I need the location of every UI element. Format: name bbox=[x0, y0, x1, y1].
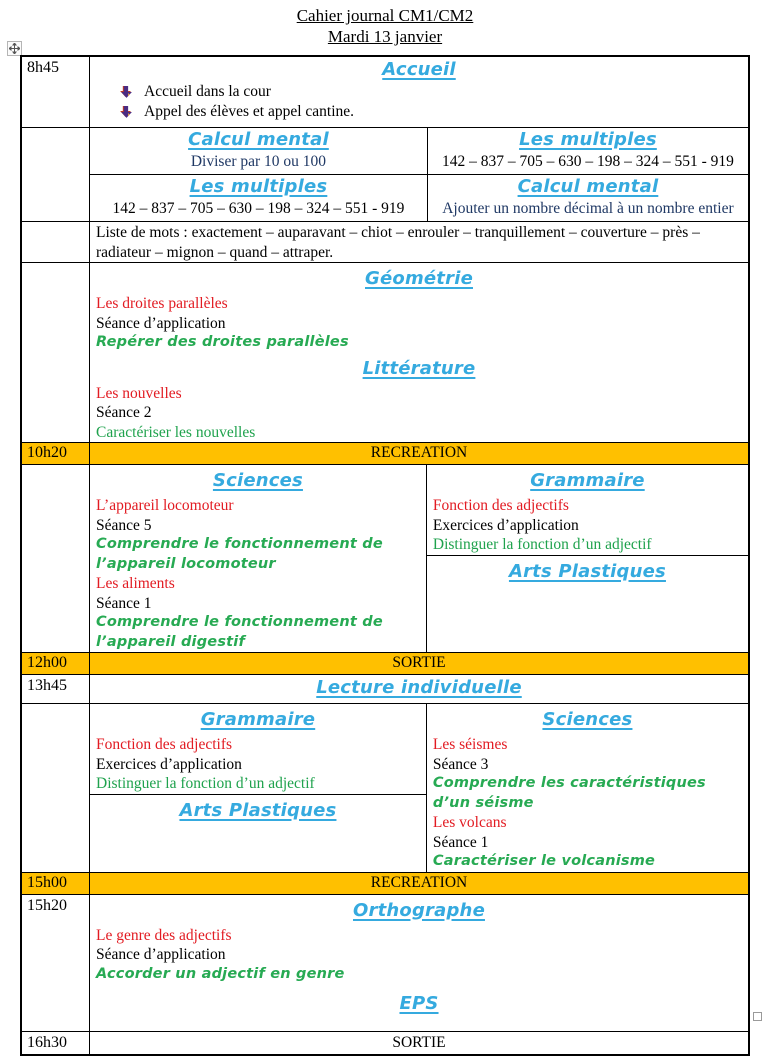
row-recreation-2 bbox=[22, 872, 748, 894]
sciences-cell bbox=[90, 465, 427, 652]
grammaire-objective: Distinguer la fonction d’un adjectif bbox=[432, 536, 652, 553]
row-grammaire-sciences bbox=[22, 703, 748, 872]
litterature-seance: Séance 2 bbox=[96, 404, 152, 421]
sciences-topic-2: Les aliments bbox=[96, 575, 175, 592]
accueil-heading: Accueil bbox=[382, 59, 456, 80]
litterature-objective: Caractériser les nouvelles bbox=[96, 423, 256, 441]
sciences-heading-2: Sciences bbox=[542, 709, 633, 730]
list-item bbox=[90, 102, 748, 122]
warmup-heading: Calcul mental bbox=[188, 129, 329, 150]
sciences2-seance-2: Séance 1 bbox=[432, 833, 489, 851]
row-sortie-final bbox=[22, 1031, 748, 1054]
row-liste-mots bbox=[22, 221, 748, 262]
time-empty bbox=[22, 704, 90, 872]
time-12h00: 12h00 bbox=[22, 653, 90, 674]
arts-plastiques-heading-2: Arts Plastiques bbox=[179, 799, 337, 821]
warmup-heading: Les multiples bbox=[519, 129, 657, 150]
sciences-objective-1: Comprendre le fonctionnement de l’appareil locomoteur bbox=[96, 536, 383, 572]
journal-title: Cahier journal CM1/CM2 bbox=[296, 6, 474, 25]
schedule-table bbox=[20, 55, 750, 1056]
geometrie-objective: Repérer des droites parallèles bbox=[96, 334, 349, 350]
sortie-band: SORTIE bbox=[90, 653, 748, 674]
orthographe-eps-cell bbox=[90, 895, 748, 1031]
warmup-grid bbox=[90, 128, 748, 221]
time-15h20: 15h20 bbox=[22, 895, 90, 1031]
grammaire-seance-2: Exercices d’application bbox=[96, 755, 242, 773]
geometrie-litterature-cell bbox=[90, 263, 748, 442]
grammaire-seance: Exercices d’application bbox=[432, 516, 579, 534]
grammaire-objective-2: Distinguer la fonction d’un adjectif bbox=[96, 775, 315, 792]
time-16h30: 16h30 bbox=[22, 1032, 90, 1054]
recreation-band-2: RECREATION bbox=[90, 873, 748, 894]
sciences-topic-1: L’appareil locomoteur bbox=[96, 497, 234, 514]
warmup-body: Ajouter un nombre décimal à un nombre entier bbox=[442, 200, 734, 217]
arts-plastiques-cell bbox=[427, 555, 748, 653]
time-empty bbox=[22, 222, 90, 262]
litterature-topic: Les nouvelles bbox=[96, 384, 182, 402]
lecture-heading: Lecture individuelle bbox=[316, 677, 522, 698]
sciences-heading: Sciences bbox=[212, 470, 303, 491]
time-empty bbox=[22, 128, 90, 221]
sciences-cell-2 bbox=[427, 704, 748, 872]
orthographe-heading: Orthographe bbox=[353, 899, 485, 921]
table-resize-handle[interactable] bbox=[753, 1012, 762, 1021]
liste-mots-text: Liste de mots : exactement – auparavant – chiot – enrouler – tranquillement – couverture – près – radiateur – mignon – quand – attraper. bbox=[96, 224, 700, 261]
grammaire-heading-2: Grammaire bbox=[200, 709, 316, 730]
row-geometrie-litterature bbox=[22, 262, 748, 442]
sciences-seance-1: Séance 5 bbox=[96, 516, 152, 534]
time-10h20: 10h20 bbox=[22, 443, 90, 464]
warmup-heading: Les multiples bbox=[189, 176, 328, 197]
accueil-cell bbox=[90, 57, 748, 127]
grammaire-heading: Grammaire bbox=[530, 470, 645, 491]
list-item bbox=[90, 82, 748, 102]
sciences2-seance-1: Séance 3 bbox=[432, 755, 489, 773]
time-15h00: 15h00 bbox=[22, 873, 90, 894]
sciences2-topic-1: Les séismes bbox=[432, 736, 508, 753]
sciences2-objective-2: Caractériser le volcanisme bbox=[432, 853, 656, 869]
arts-plastiques-heading: Arts Plastiques bbox=[508, 560, 666, 582]
page-title bbox=[0, 5, 770, 47]
orthographe-seance: Séance d’application bbox=[96, 946, 226, 963]
time-13h45: 13h45 bbox=[22, 675, 90, 703]
grammaire-topic: Fonction des adjectifs bbox=[432, 497, 569, 514]
sciences2-topic-2: Les volcans bbox=[432, 814, 507, 831]
journal-date: Mardi 13 janvier bbox=[327, 27, 443, 46]
row-sortie-1 bbox=[22, 652, 748, 674]
orthographe-objective: Accorder un adjectif en genre bbox=[96, 965, 345, 982]
table-move-handle[interactable] bbox=[7, 41, 22, 56]
liste-mots-cell bbox=[90, 222, 748, 262]
grammaire-cell bbox=[427, 465, 748, 555]
recreation-band: RECREATION bbox=[90, 443, 748, 464]
arts-plastiques-cell-2 bbox=[90, 794, 426, 872]
down-arrow-bullet-icon bbox=[120, 86, 133, 99]
time-empty bbox=[22, 263, 90, 442]
warmup-cell-calcul-mental-2 bbox=[427, 174, 748, 221]
sciences2-objective-1: Comprendre les caractéristiques d’un séisme bbox=[432, 775, 706, 811]
orthographe-topic: Le genre des adjectifs bbox=[96, 926, 232, 944]
geometrie-heading: Géométrie bbox=[365, 268, 473, 289]
warmup-cell-multiples-2 bbox=[90, 174, 427, 221]
row-orthographe-eps bbox=[22, 894, 748, 1031]
geometrie-seance: Séance d’application bbox=[96, 314, 226, 332]
row-accueil bbox=[22, 57, 748, 127]
warmup-body: 142 – 837 – 705 – 630 – 198 – 324 – 551 - 919 bbox=[112, 200, 405, 217]
warmup-body: 142 – 837 – 705 – 630 – 198 – 324 – 551 - 919 bbox=[441, 153, 734, 170]
warmup-heading: Calcul mental bbox=[517, 176, 659, 197]
row-warmup bbox=[22, 127, 748, 221]
grammaire-cell-2 bbox=[90, 704, 426, 794]
warmup-cell-calcul-mental-1 bbox=[90, 128, 427, 174]
litterature-heading: Littérature bbox=[362, 357, 476, 379]
time-empty bbox=[22, 465, 90, 652]
warmup-body: Diviser par 10 ou 100 bbox=[190, 153, 327, 170]
time-8h45: 8h45 bbox=[22, 57, 90, 127]
sciences-objective-2: Comprendre le fonctionnement de l’appareil digestif bbox=[96, 614, 383, 650]
geometrie-topic: Les droites parallèles bbox=[96, 295, 228, 312]
accueil-item-1: Accueil dans la cour bbox=[144, 83, 271, 100]
sortie-final: SORTIE bbox=[392, 1033, 446, 1051]
warmup-cell-multiples-1 bbox=[427, 128, 748, 174]
row-sciences-grammaire bbox=[22, 464, 748, 652]
accueil-item-2: Appel des élèves et appel cantine. bbox=[144, 103, 355, 120]
sciences-seance-2: Séance 1 bbox=[96, 594, 152, 612]
row-lecture bbox=[22, 674, 748, 703]
move-cross-icon bbox=[9, 43, 20, 54]
grammaire-topic-2: Fonction des adjectifs bbox=[96, 736, 233, 753]
eps-heading: EPS bbox=[399, 993, 439, 1014]
row-recreation-1 bbox=[22, 442, 748, 464]
down-arrow-bullet-icon bbox=[120, 106, 133, 119]
